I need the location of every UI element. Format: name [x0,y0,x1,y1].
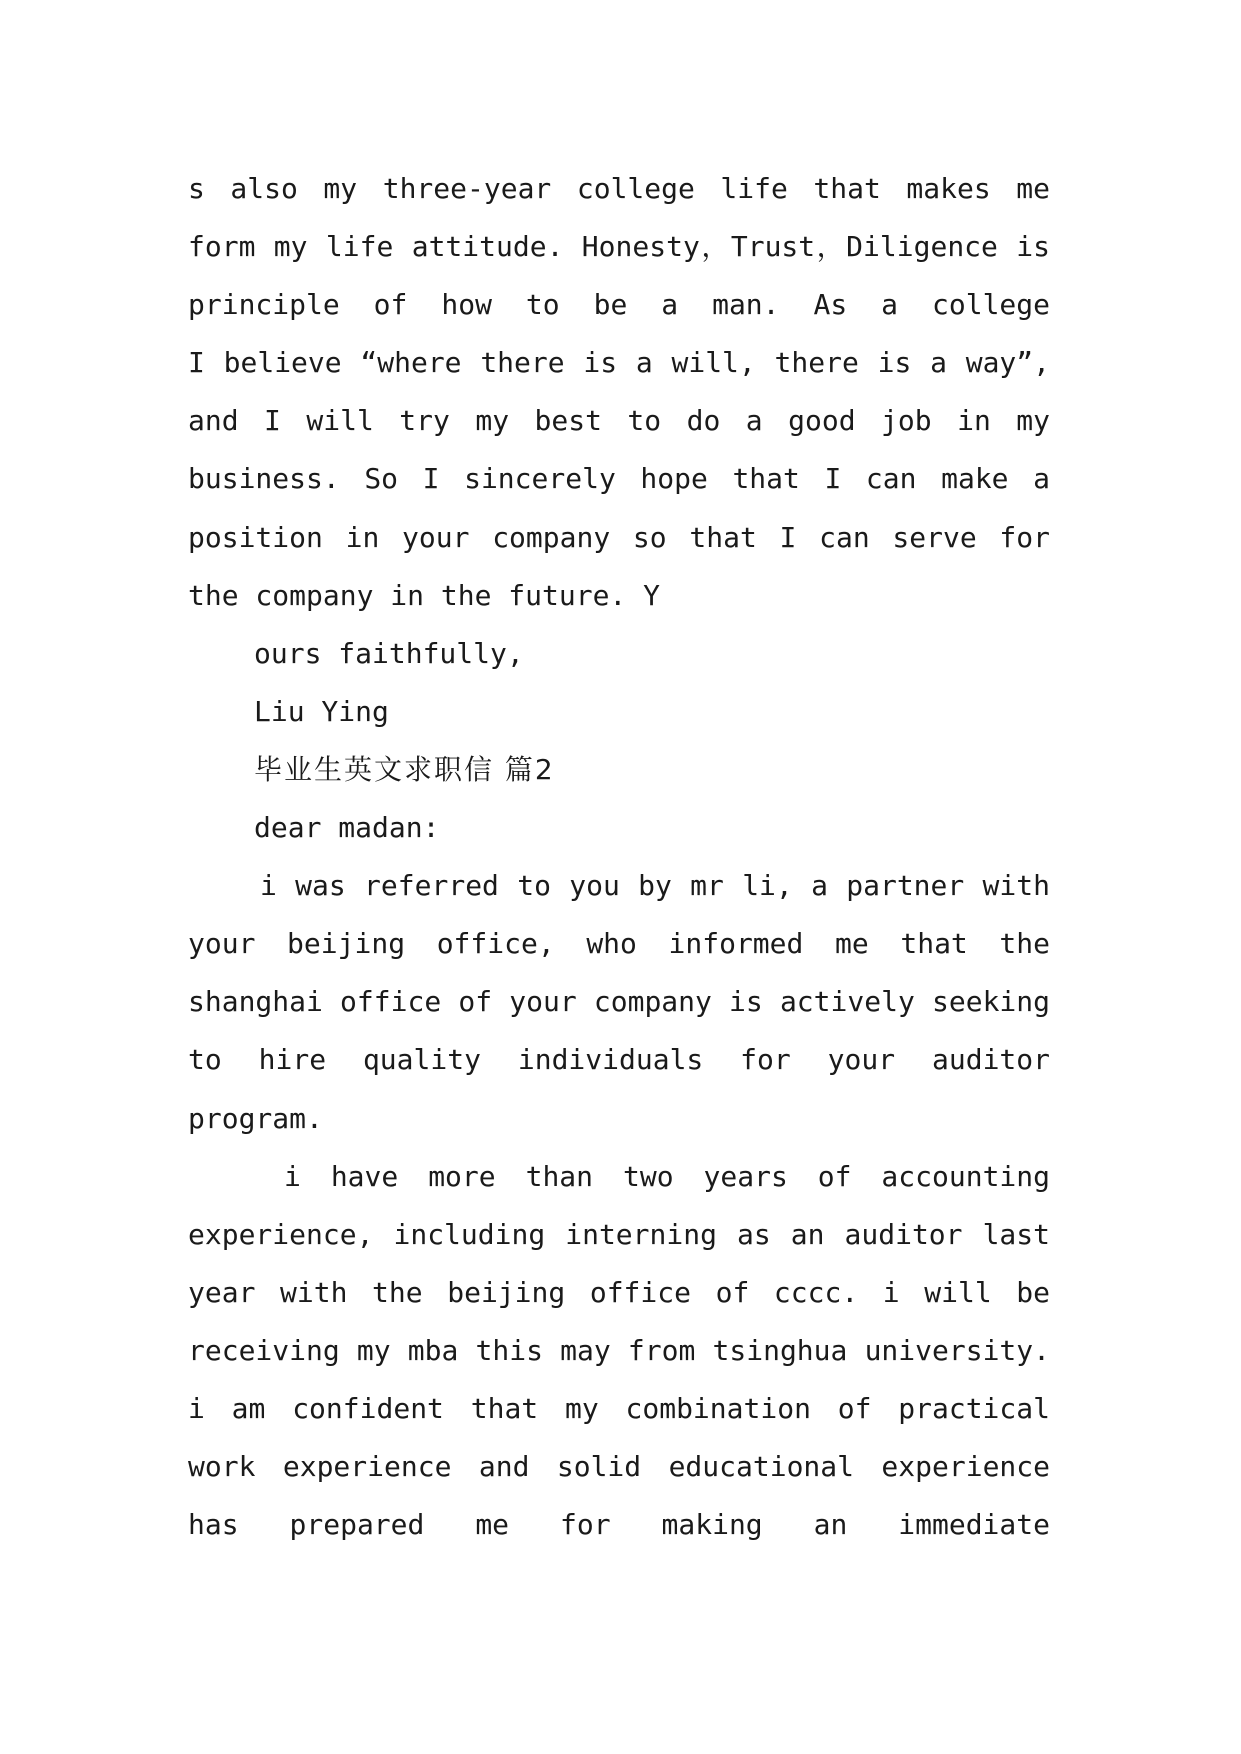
body-line: your beijing office, who informed me that the [188,927,1050,961]
body-line: program. [188,1101,323,1135]
closing-line: ours faithfully, [254,636,524,670]
body-line: to hire quality individuals for your auditor [188,1043,1050,1077]
body-line: receiving my mba this may from tsinghua university. [188,1333,1050,1367]
section-heading: 毕业生英文求职信 篇2 [254,752,555,786]
body-line: and I will try my best to do a good job in my [188,404,1050,438]
salutation: dear madan: [254,811,440,845]
body-line: experience, including interning as an auditor last [188,1217,1050,1251]
body-line: work experience and solid educational experience [188,1450,1050,1484]
body-line: i have more than two years of accounting [284,1159,1050,1193]
body-line: position in your company so that I can serve for [188,520,1050,554]
body-line: shanghai office of your company is actively seeking [188,985,1050,1019]
body-line: form my life attitude. Honesty，Trust，Diligence is [188,230,1050,264]
body-line: has prepared me for making an immediate [188,1508,1050,1542]
body-line: the company in the future. Y [188,578,661,612]
body-line: i was referred to you by mr li, a partner with [260,869,1050,903]
body-line: i am confident that my combination of practical [188,1391,1050,1425]
body-line: business. So I sincerely hope that I can make a [188,462,1050,496]
letter-body [188,160,1050,1554]
signature-name: Liu Ying [254,694,389,728]
body-line: I believe “where there is a will, there is a way”, [188,346,1050,380]
body-line: year with the beijing office of cccc. i will be [188,1275,1050,1309]
body-line: principle of how to be a man. As a college [188,288,1050,322]
body-line: s also my three-year college life that makes me [188,172,1050,205]
